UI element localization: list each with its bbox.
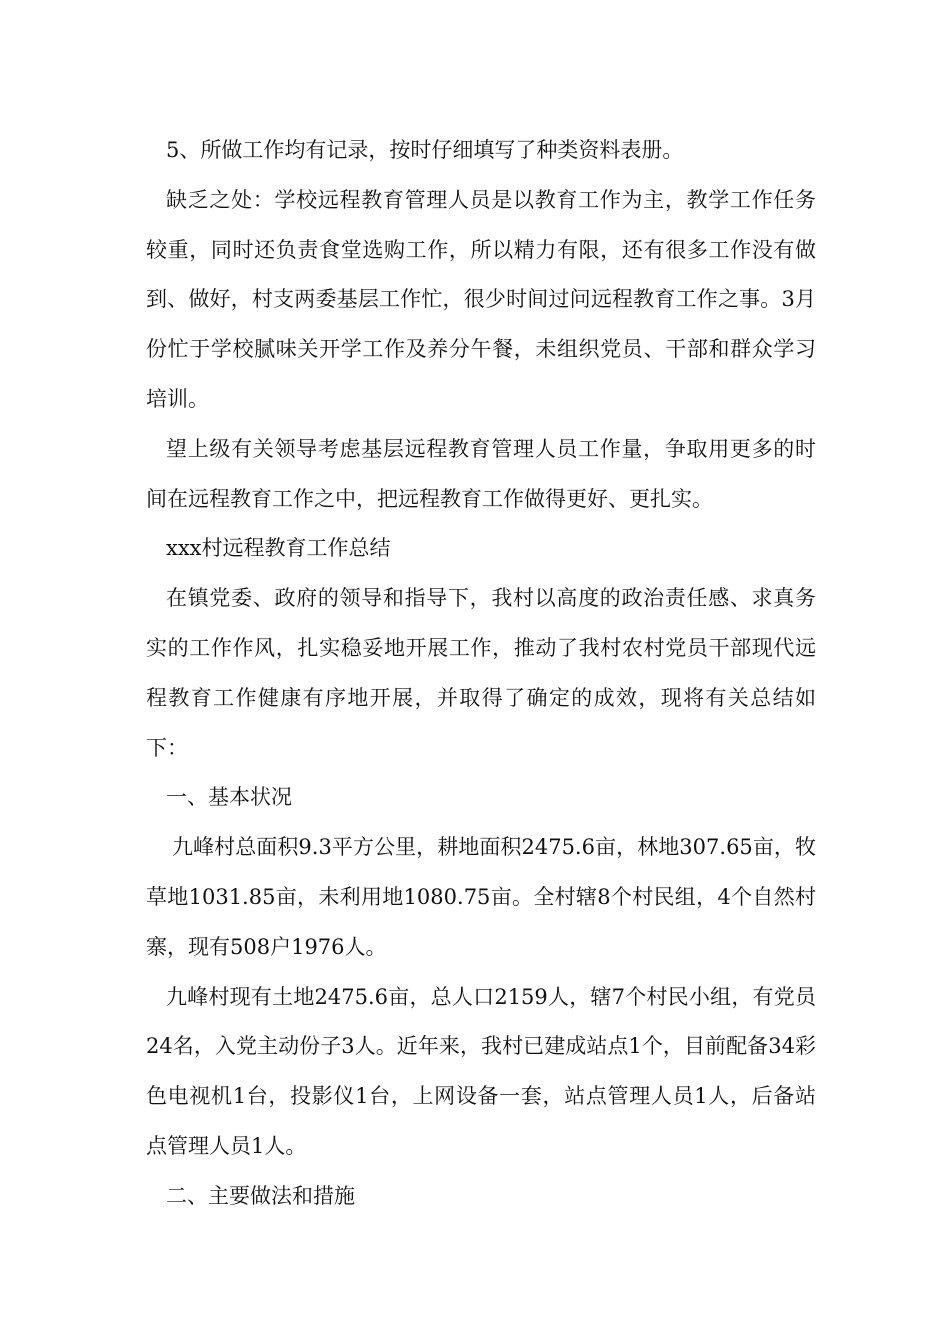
paragraph-record-keeping: 5、所做工作均有记录，按时仔细填写了种类资料表册。	[166, 138, 684, 162]
paragraph-request: 望上级有关领导考虑基层远程教育管理人员工作量，争取用更多的时间在远程教育工作之中，把远程教育工作做得更好、更扎实。	[146, 436, 816, 511]
heading-main-measures: 二、主要做法和措施	[166, 1183, 355, 1208]
paragraph-village-population: 九峰村现有土地2475.6亩，总人口2159人，辖7个村民小组，有党员24名，入党主动份子3人。近年来，我村已建成站点1个，目前配备34彩色电视机1台，投影仪1台，上网设备一套，站点管理人员1人，后备站点管理人员1人。	[146, 984, 816, 1158]
section-title: xxx村远程教育工作总结	[166, 536, 391, 561]
document-body	[146, 126, 816, 1222]
paragraph-introduction: 在镇党委、政府的领导和指导下，我村以高度的政治责任感、求真务实的工作作风，扎实稳妥地开展工作，推动了我村农村党员干部现代远程教育工作健康有序地开展，并取得了确定的成效，现将有关总结如下：	[146, 586, 816, 760]
heading-basic-situation: 一、基本状况	[166, 785, 292, 810]
paragraph-village-area: 九峰村总面积9.3平方公里，耕地面积2475.6亩，林地307.65亩，牧草地1031.85亩，未利用地1080.75亩。全村辖8个村民组，4个自然村寨，现有508户1976人。	[146, 835, 816, 959]
paragraph-shortcomings: 缺乏之处：学校远程教育管理人员是以教育工作为主，教学工作任务较重，同时还负责食堂选购工作，所以精力有限，还有很多工作没有做到、做好，村支两委基层工作忙，很少时间过问远程教育工作之事。3月份忙于学校腻味关开学工作及养分午餐，未组织党员、干部和群众学习培训。	[146, 187, 816, 411]
